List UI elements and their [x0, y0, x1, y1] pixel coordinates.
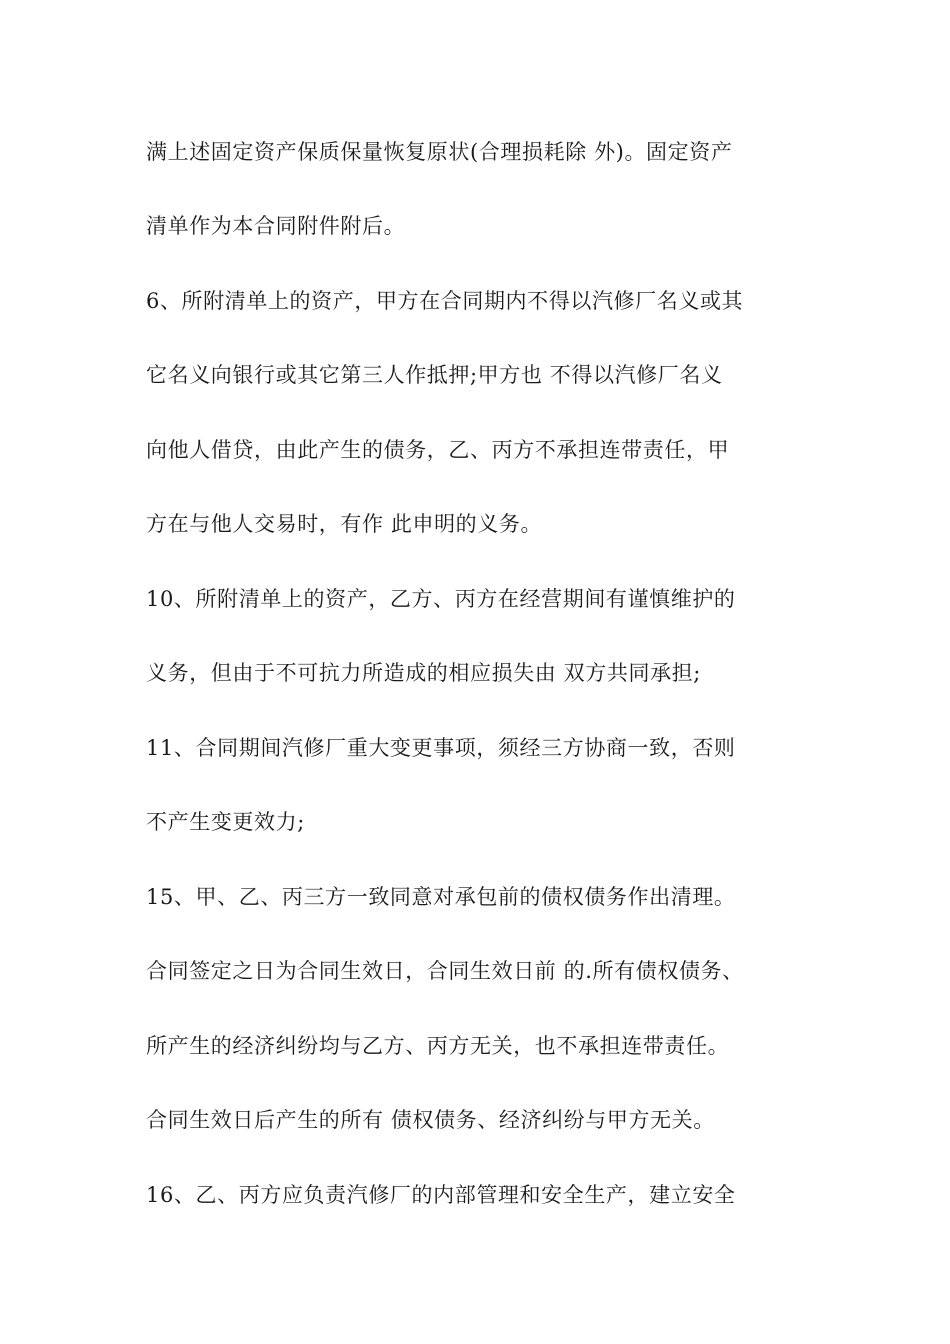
text-line: 向他人借贷，由此产生的债务，乙、丙方不承担连带责任，甲 — [146, 438, 730, 462]
text-line: 6、所附清单上的资产，甲方在合同期内不得以汽修厂名义或其 — [146, 289, 744, 313]
text-line: 方在与他人交易时，有作 此申明的义务。 — [146, 512, 543, 536]
text-line: 合同签定之日为合同生效日，合同生效日前 的.所有债权债务、 — [146, 959, 744, 983]
text-line: 15、甲、乙、丙三方一致同意对承包前的债权债务作出清理。 — [146, 885, 736, 909]
text-line: 清单作为本合同附件附后。 — [146, 214, 406, 238]
text-line: 合同生效日后产生的所有 债权债务、经济纠纷与甲方无关。 — [146, 1108, 715, 1132]
text-line: 它名义向银行或其它第三人作抵押;甲方也 不得以汽修厂名义 — [146, 363, 723, 387]
text-line: 11、合同期间汽修厂重大变更事项，须经三方协商一致，否则 — [146, 736, 736, 760]
text-line: 所产生的经济纠纷均与乙方、丙方无关，也不承担连带责任。 — [146, 1034, 730, 1058]
text-line: 10、所附清单上的资产，乙方、丙方在经营期间有谨慎维护的 — [146, 587, 736, 611]
text-line: 义务，但由于不可抗力所造成的相应损失由 双方共同承担; — [146, 661, 701, 685]
text-line: 满上述固定资产保质保量恢复原状(合理损耗除 外)。固定资产 — [146, 140, 733, 164]
text-line: 16、乙、丙方应负责汽修厂的内部管理和安全生产，建立安全 — [146, 1183, 736, 1207]
text-line: 不产生变更效力; — [146, 810, 305, 834]
